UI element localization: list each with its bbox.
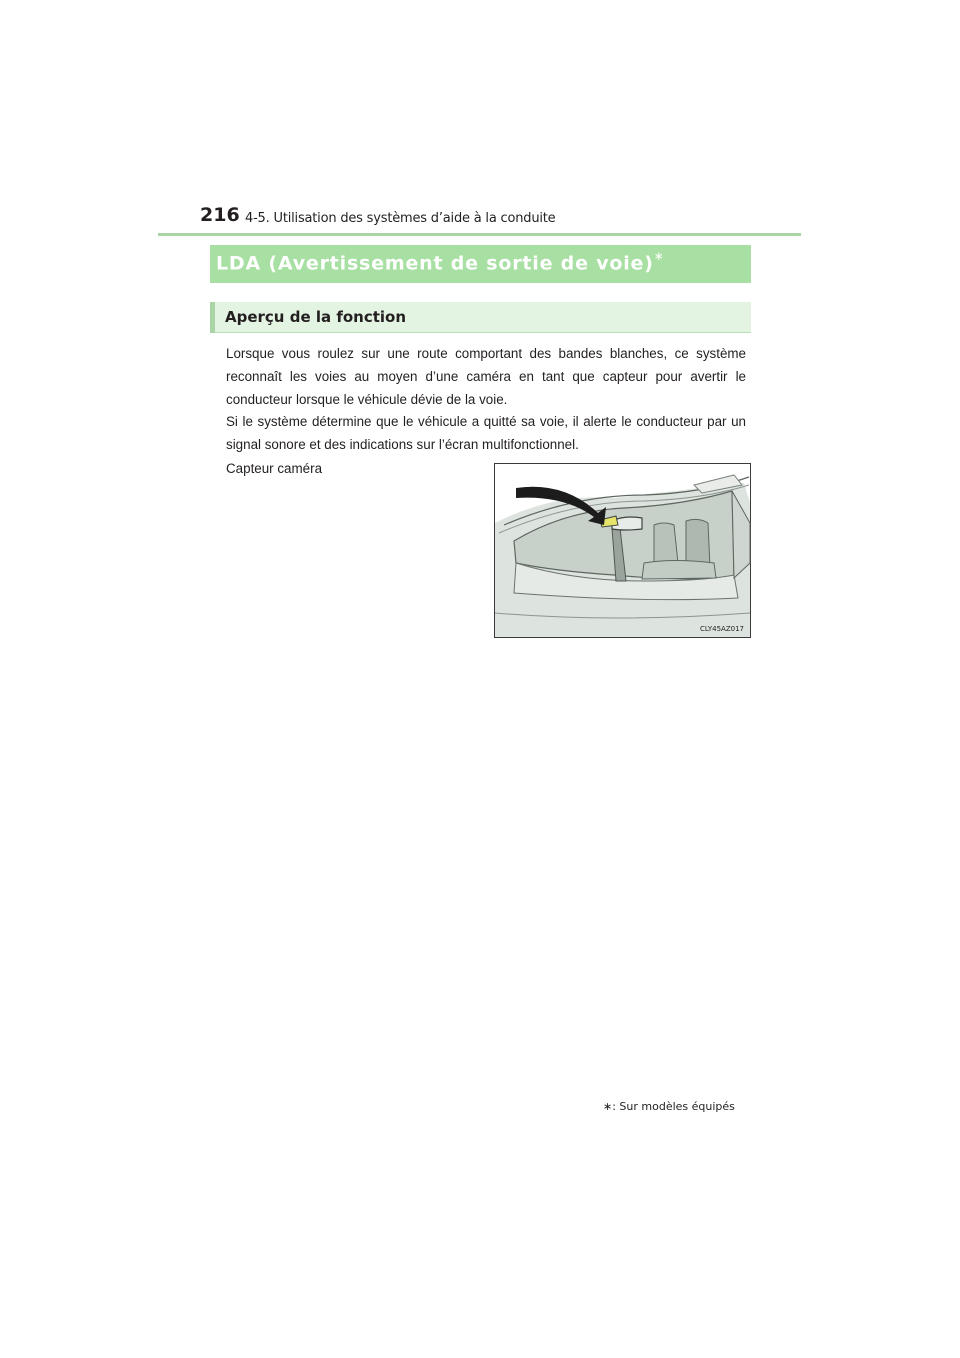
title-footnote-mark: ∗: [653, 249, 665, 263]
figure-code: CLY45AZ017: [700, 625, 744, 633]
footnote: ∗: Sur modèles équipés: [603, 1100, 735, 1113]
section-title-text: LDA (Avertissement de sortie de voie): [216, 252, 654, 275]
chapter-title: 4-5. Utilisation des systèmes d’aide à la conduite: [245, 211, 556, 226]
section-title: [216, 251, 665, 274]
subsection-title: Aperçu de la fonction: [225, 308, 407, 326]
page-number: 216: [200, 204, 240, 226]
figure-caption: Capteur caméra: [226, 461, 323, 476]
body-paragraph-1: Lorsque vous roulez sur une route comportant des bandes blanches, ce système reconnaît les voies au moyen d’une caméra en tant que capteur pour avertir le conducteur lorsque le véhicule dévie de la voie.: [226, 346, 746, 407]
subsection-accent: [210, 302, 215, 333]
camera-sensor-figure: [494, 463, 751, 638]
windshield-camera-illustration-icon: [494, 463, 751, 638]
body-paragraph-2: Si le système détermine que le véhicule a quitté sa voie, il alerte le conducteur par un signal sonore et des indications sur l’écran multifonctionnel.: [226, 414, 746, 452]
header-divider: [158, 233, 801, 236]
